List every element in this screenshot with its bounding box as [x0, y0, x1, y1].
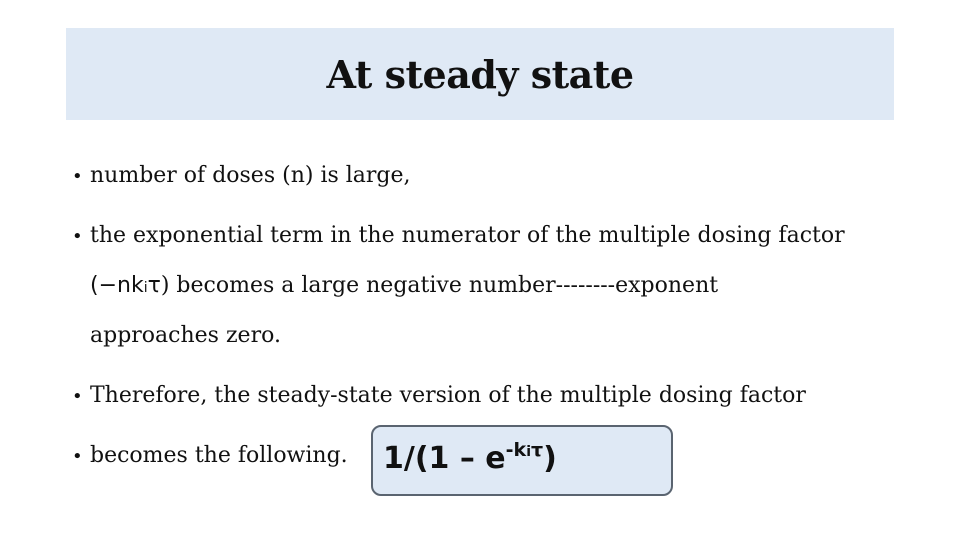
continuation-prefix: (−nk: [90, 273, 144, 298]
bullet-text: number of doses (n) is large,: [90, 163, 411, 188]
bullet-text: Therefore, the steady-state version of the multiple dosing factor: [90, 383, 806, 408]
bullet-icon: •: [72, 166, 83, 187]
bullet-item-2: [72, 210, 845, 263]
bullet-icon: •: [72, 386, 83, 407]
bullet-item-4: [72, 430, 348, 483]
continuation-line-2: approaches zero.: [90, 323, 281, 348]
bullet-continuation-2: [90, 310, 281, 362]
bullet-continuation: [90, 260, 718, 314]
formula: [383, 439, 557, 476]
formula-close: ): [543, 441, 557, 476]
bullet-text: becomes the following.: [90, 443, 348, 468]
bullet-item-3: [72, 370, 806, 423]
bullet-icon: •: [72, 446, 83, 467]
continuation-subscript: i: [143, 280, 148, 296]
title-band: [66, 28, 894, 120]
bullet-text: the exponential term in the numerator of the multiple dosing factor: [90, 223, 845, 248]
formula-box: [371, 425, 673, 496]
bullet-item-1: [72, 150, 411, 203]
continuation-suffix: ) becomes a large negative number--------exponent: [160, 273, 719, 298]
tau-symbol: τ: [147, 273, 161, 298]
formula-base: 1/(1 – e: [383, 441, 506, 476]
formula-exponent: [506, 439, 543, 461]
slide-title: At steady state: [326, 51, 634, 97]
exponent-main: -k: [505, 439, 527, 461]
bullet-icon: •: [72, 226, 83, 247]
exponent-sub: i: [526, 444, 531, 460]
exponent-tau: τ: [531, 439, 544, 461]
